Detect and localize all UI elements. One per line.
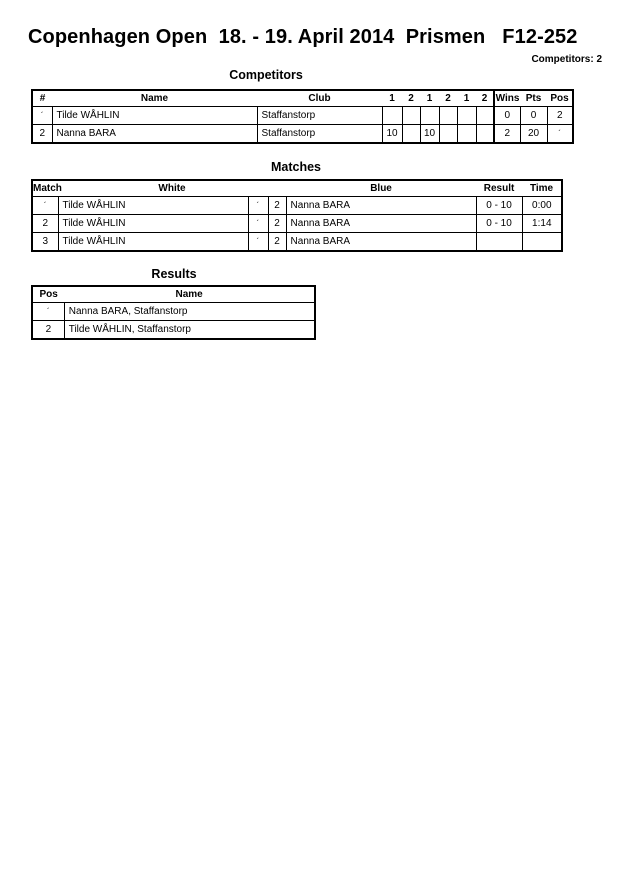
col-round: 1 <box>457 90 476 107</box>
match-number: 2 <box>32 215 58 233</box>
result-pos: 2 <box>32 321 64 340</box>
white-number: ´ <box>248 233 268 252</box>
col-round: 2 <box>439 90 457 107</box>
match-result: 0 - 10 <box>476 197 522 215</box>
blue-number: 2 <box>268 197 286 215</box>
col-round: 2 <box>476 90 494 107</box>
table-row <box>32 215 562 233</box>
result-pos: ´ <box>32 303 64 321</box>
col-pos: Pos <box>547 90 573 107</box>
results-table <box>31 285 316 340</box>
blue-competitor: Nanna BARA <box>286 233 476 252</box>
match-time: 1:14 <box>522 215 562 233</box>
round-score <box>439 107 457 125</box>
table-row <box>32 321 315 340</box>
col-white: White <box>58 180 286 197</box>
competitor-pts: 20 <box>520 125 547 144</box>
col-wins: Wins <box>494 90 520 107</box>
col-match: Match <box>32 180 58 197</box>
blue-competitor: Nanna BARA <box>286 215 476 233</box>
round-score <box>457 125 476 144</box>
white-number: ´ <box>248 197 268 215</box>
results-heading: Results <box>151 267 197 281</box>
col-result: Result <box>476 180 522 197</box>
competitors-header-row <box>32 90 573 107</box>
competitor-name: Nanna BARA <box>52 125 257 144</box>
matches-table <box>31 179 563 252</box>
col-round: 2 <box>402 90 420 107</box>
col-name: Name <box>64 286 315 303</box>
blue-number: 2 <box>268 215 286 233</box>
round-score <box>476 125 494 144</box>
matches-header-row <box>32 180 562 197</box>
col-pos: Pos <box>32 286 64 303</box>
table-row <box>32 197 562 215</box>
result-name: Nanna BARA, Staffanstorp <box>64 303 315 321</box>
round-score: 10 <box>382 125 402 144</box>
match-time <box>522 233 562 252</box>
round-score <box>457 107 476 125</box>
results-header-row <box>32 286 315 303</box>
match-result: 0 - 10 <box>476 215 522 233</box>
col-club: Club <box>257 90 382 107</box>
table-row <box>32 303 315 321</box>
table-row <box>32 233 562 252</box>
round-score <box>402 107 420 125</box>
competitor-club: Staffanstorp <box>257 125 382 144</box>
competitor-pts: 0 <box>520 107 547 125</box>
white-number: ´ <box>248 215 268 233</box>
competitor-pos: ´ <box>547 125 573 144</box>
col-time: Time <box>522 180 562 197</box>
competitor-pos: 2 <box>547 107 573 125</box>
col-blue: Blue <box>286 180 476 197</box>
white-competitor: Tilde WÅHLIN <box>58 215 248 233</box>
blue-number: 2 <box>268 233 286 252</box>
blue-competitor: Nanna BARA <box>286 197 476 215</box>
table-row <box>32 125 573 144</box>
competitors-table <box>31 89 574 144</box>
competitor-club: Staffanstorp <box>257 107 382 125</box>
matches-heading: Matches <box>270 160 322 174</box>
competitor-wins: 0 <box>494 107 520 125</box>
competitor-wins: 2 <box>494 125 520 144</box>
competitor-num: 2 <box>32 125 52 144</box>
round-score <box>439 125 457 144</box>
round-score <box>382 107 402 125</box>
result-name: Tilde WÅHLIN, Staffanstorp <box>64 321 315 340</box>
match-time: 0:00 <box>522 197 562 215</box>
white-competitor: Tilde WÅHLIN <box>58 197 248 215</box>
match-number: 3 <box>32 233 58 252</box>
white-competitor: Tilde WÅHLIN <box>58 233 248 252</box>
round-score <box>402 125 420 144</box>
col-num: # <box>32 90 52 107</box>
competitors-count: Competitors: 2 <box>531 54 602 65</box>
round-score: 10 <box>420 125 439 144</box>
match-result <box>476 233 522 252</box>
col-name: Name <box>52 90 257 107</box>
match-number: ´ <box>32 197 58 215</box>
table-row <box>32 107 573 125</box>
col-round: 1 <box>382 90 402 107</box>
col-round: 1 <box>420 90 439 107</box>
page-title: Copenhagen Open 18. - 19. April 2014 Prismen F12-252 <box>28 26 578 48</box>
competitors-heading: Competitors <box>229 68 303 82</box>
round-score <box>420 107 439 125</box>
competitor-name: Tilde WÅHLIN <box>52 107 257 125</box>
col-pts: Pts <box>520 90 547 107</box>
competitor-num: ´ <box>32 107 52 125</box>
round-score <box>476 107 494 125</box>
